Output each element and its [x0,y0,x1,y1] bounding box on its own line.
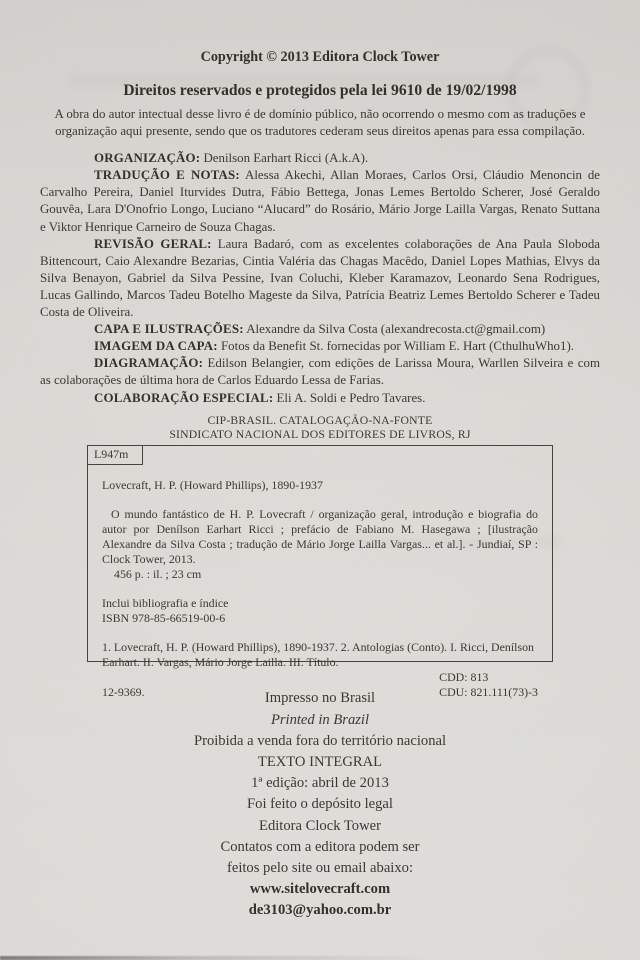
credit-label: TRADUÇÃO E NOTAS: [94,168,240,183]
credit-paragraph: TRADUÇÃO E NOTAS: Alessa Akechi, Allan Moraes, Carlos Orsi, Cláudio Menoncin de Carvalho Pereira, Daniel Iturvides Dutra, Fábio Bettega, Jonas Lemes Bertoldo Scherer, José Geraldo Gouvêa, Lara D'Onofrio Longo, Luciano “Alucard” do Rosário, Mário Jorge Lailla Vargas, Renato Suttana e Viktor Henrique Carneiro de Souza Chagas. [40,168,600,234]
cip-collation-line: 456 p. : il. ; 23 cm [114,567,202,582]
imprint-line: Proibida a venda fora do território nacional [193,732,447,749]
rights-intro-paragraph: A obra do autor intectual desse livro é de domínio público, não ocorrendo o mesmo com as traduções e organização aqui presente, sendo que os tradutores cederam seus direitos apenas para essa compilação. [54,107,586,138]
credits-section [40,150,600,406]
cip-isbn-line: ISBN 978-85-66519-00-6 [102,611,226,626]
credit-label: COLABORAÇÃO ESPECIAL: [94,390,274,405]
imprint-section [40,688,600,921]
credit-label: DIAGRAMAÇÃO: [94,356,204,371]
imprint-line: www.sitelovecraft.com [249,881,391,898]
cip-heading-line-2: SINDICATO NACIONAL DOS EDITORES DE LIVROS, RJ [169,427,471,441]
credit-paragraph: DIAGRAMAÇÃO: Edilson Belangier, com edições de Larissa Moura, Warllen Silveira e com as colaborações de última hora de Carlos Eduardo Lessa de Farias. [40,356,600,388]
cip-class-codes [439,670,538,700]
imprint-line: 1ª edição: abril de 2013 [251,775,389,792]
imprint-line: Printed in Brazil [270,711,370,728]
imprint-line: Impresso no Brasil [264,690,376,707]
credit-label: REVISÃO GERAL: [94,236,212,251]
credit-label: CAPA E ILUSTRAÇÕES: [94,322,244,337]
rights-law-title: Direitos reservados e protegidos pela lei 9610 de 19/02/1998 [123,82,517,99]
credit-paragraph: IMAGEM DA CAPA: Fotos da Benefit St. fornecidas por William E. Hart (CthulhuWho1). [94,339,574,354]
cip-note-line: Inclui bibliografia e índice [102,596,229,611]
credit-label: ORGANIZAÇÃO: [94,151,201,166]
photo-edge-shadow [0,956,430,960]
cip-cdd-code: CDD: 813 [439,670,489,685]
copyright-line: Copyright © 2013 Editora Clock Tower [200,49,440,65]
imprint-line: Foi feito o depósito legal [247,796,393,813]
cip-tracing-paragraph: 1. Lovecraft, H. P. (Howard Phillips), 1890-1937. 2. Antologias (Conto). I. Ricci, Denílson Earhart. II. Vargas, Mário Jorge Lailla. III. Título. [102,640,534,670]
credit-label: IMAGEM DA CAPA: [94,339,218,354]
cip-call-number: L947m [88,446,143,465]
imprint-line: feitos pelo site ou email abaixo: [226,860,414,877]
credit-paragraph: ORGANIZAÇÃO: Denilson Earhart Ricci (A.k.A). [94,151,369,166]
imprint-line: Editora Clock Tower [259,817,381,834]
imprint-line: Contatos com a editora podem ser [220,838,420,855]
credit-paragraph: REVISÃO GERAL: Laura Badaró, com as excelentes colaborações de Ana Paula Sloboda Bittencourt, Caio Alexandre Bezarias, Cintia Valéria das Chagas Macêdo, Daniel Lopes Mathias, Elvys da Silva Benayon, Gabriel da Silva Pessine, Ivan Coluchi, Kleber Karamazov, Leonardo Sena Rodrigues, Lucas Gallindo, Marcos Tadeu Botelho Mageste da Silva, Patrícia Beatriz Lemes Bertoldo Scherer e Tadeu Costa de Oliveira. [40,236,600,320]
cip-cdu-code: CDU: 821.111(73)-3 [439,685,538,700]
credit-paragraph: CAPA E ILUSTRAÇÕES: Alexandre da Silva Costa (alexandrecosta.ct@gmail.com) [94,322,546,337]
imprint-line: TEXTO INTEGRAL [257,754,383,771]
cip-author-line: Lovecraft, H. P. (Howard Phillips), 1890-1937 [102,478,323,493]
cip-entry-paragraph: O mundo fantástico de H. P. Lovecraft / organização geral, introdução e biografia do autor por Denílson Earhart Ricci ; prefácio de Fabiano M. Hasegawa ; [ilustração Alexandre da Silva Costa ; tradução de Mário Jorge Lailla Vargas... et al.]. - Jundiaí, SP : Clock Tower, 2013. [102,507,538,567]
cip-heading [40,414,600,442]
imprint-line: de3103@yahoo.com.br [248,902,392,919]
cip-heading-line-1: CIP-BRASIL. CATALOGAÇÃO-NA-FONTE [207,413,433,427]
cip-record-number: 12-9369. [102,685,145,700]
credit-paragraph: COLABORAÇÃO ESPECIAL: Eli A. Soldi e Pedro Tavares. [94,390,426,405]
